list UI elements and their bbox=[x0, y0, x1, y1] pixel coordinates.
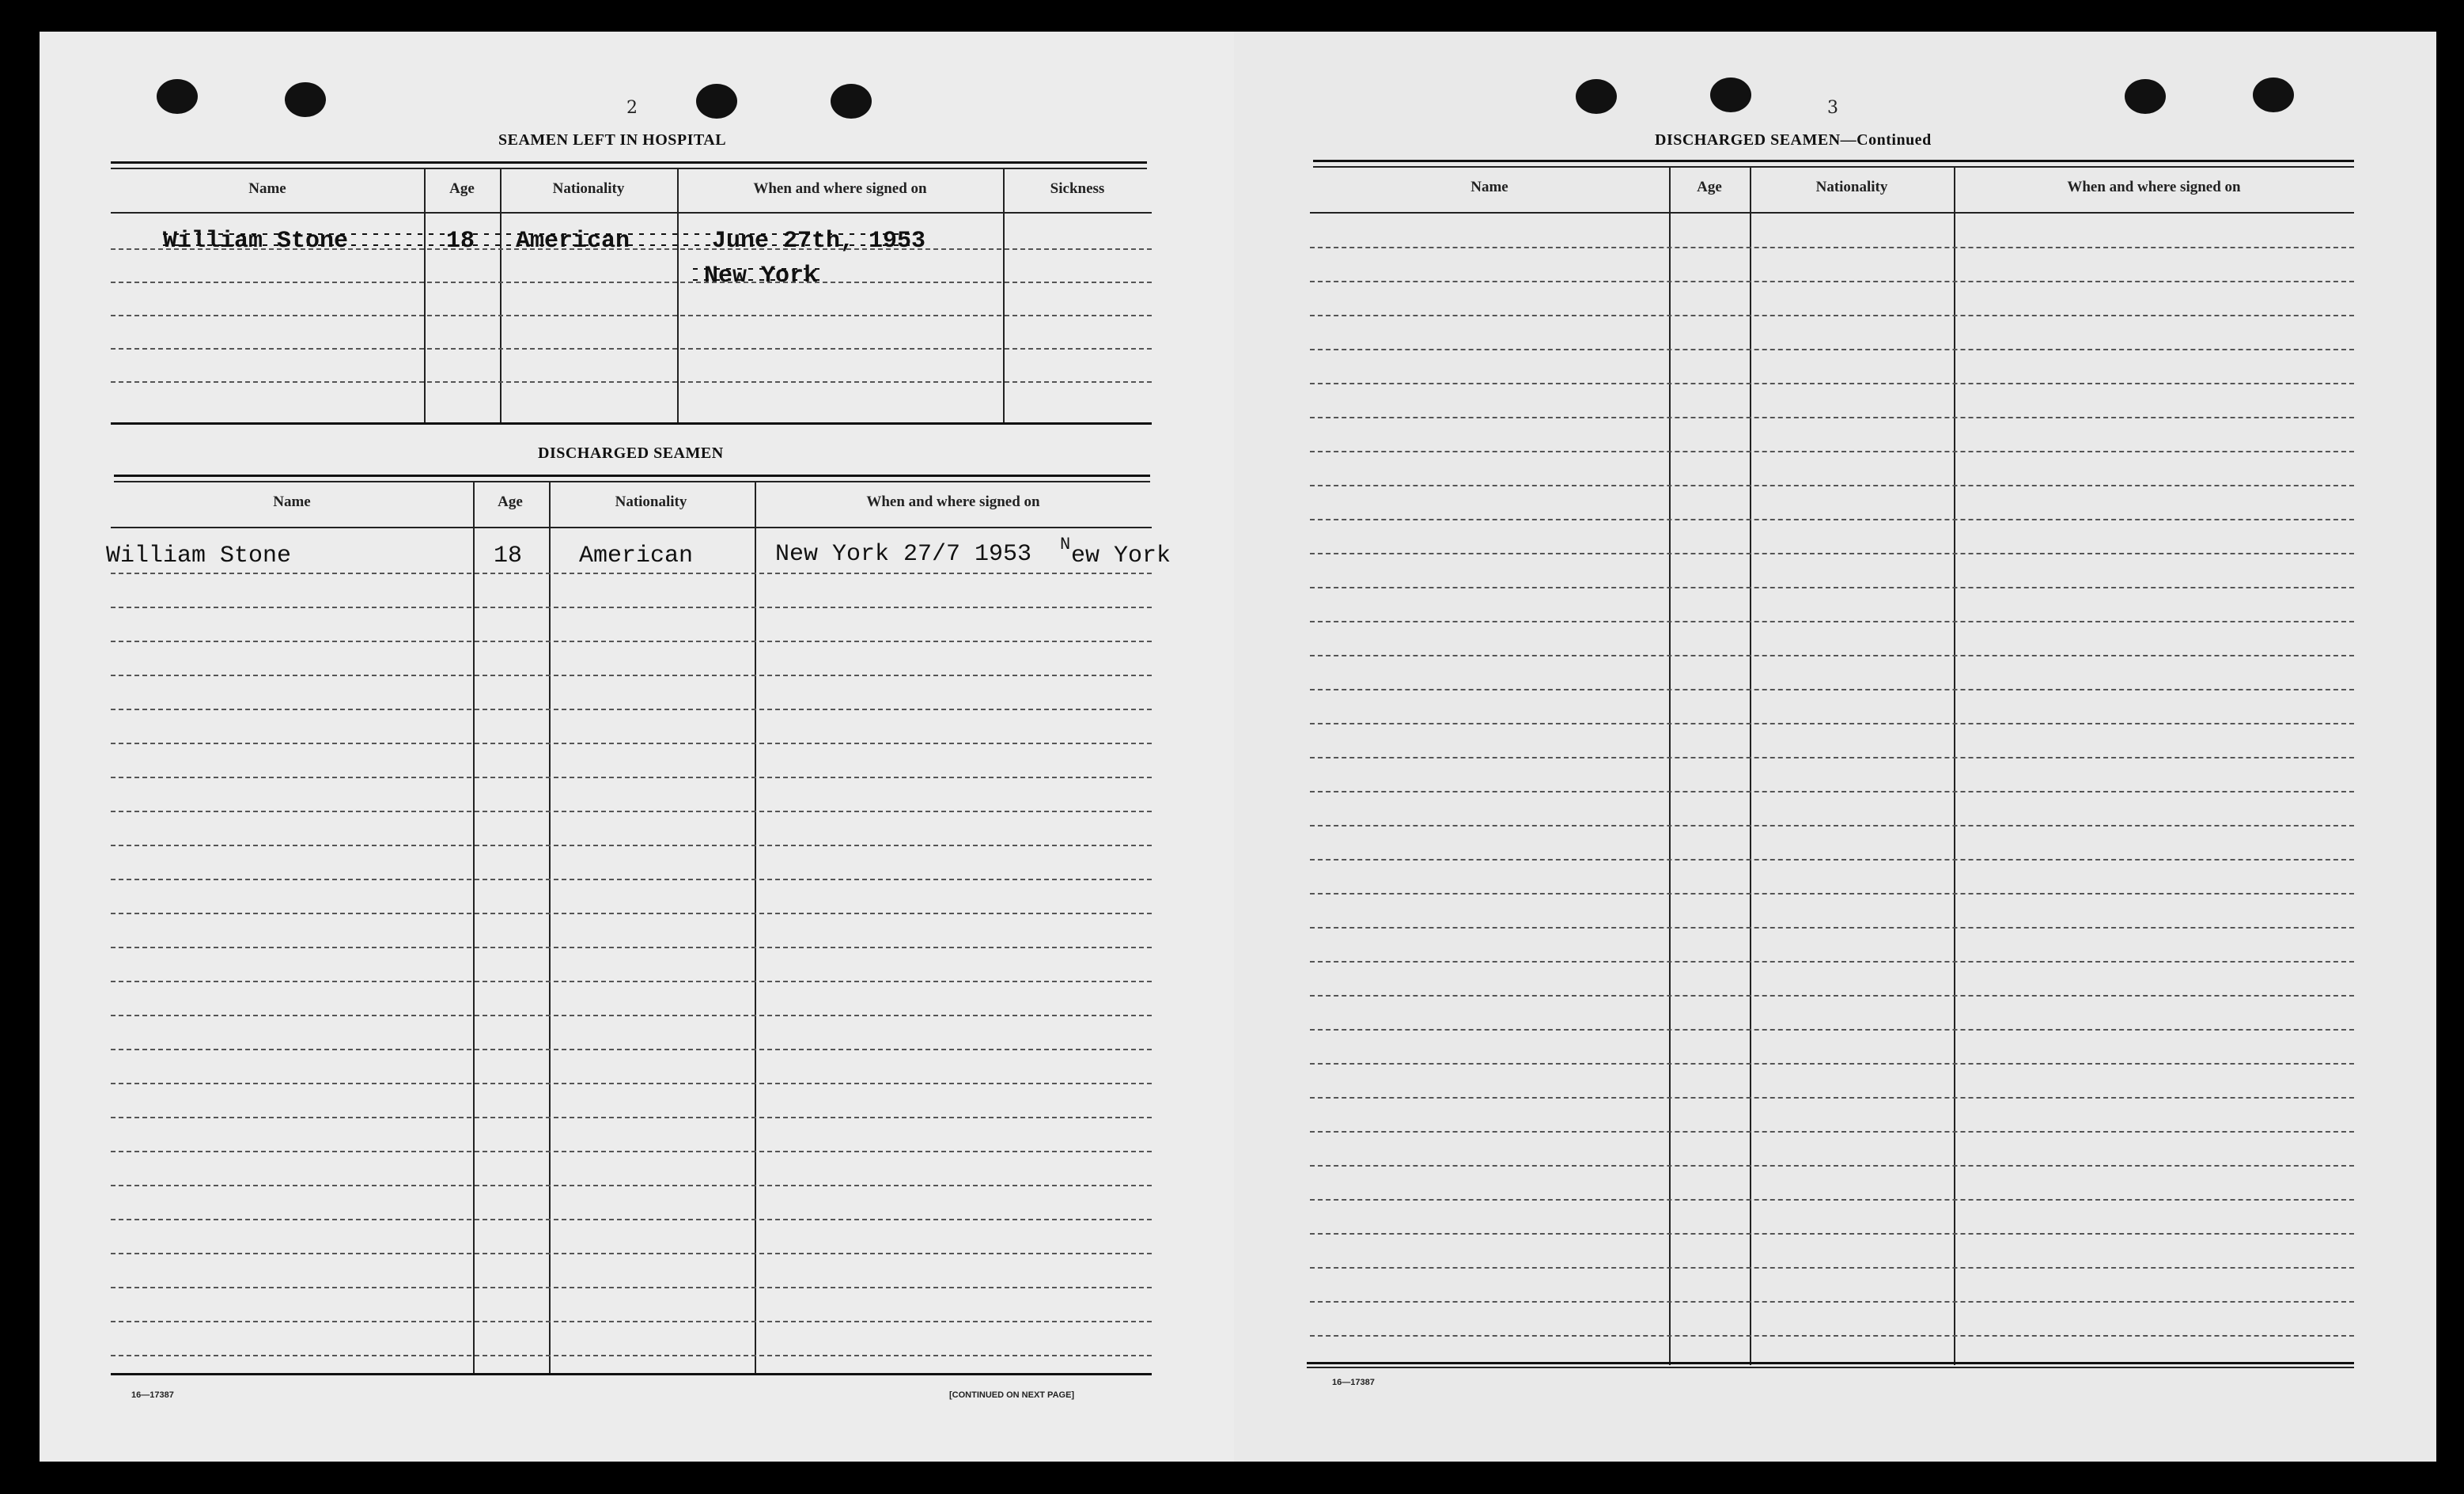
table-rule bbox=[1307, 1367, 2354, 1368]
entry-line bbox=[111, 1083, 1152, 1084]
discharged-header-nationality: Nationality bbox=[615, 494, 687, 510]
column-rule bbox=[1954, 166, 1955, 1365]
hospital-header-name: Name bbox=[248, 180, 286, 197]
discharged-entry-nationality: American bbox=[579, 543, 694, 569]
entry-line bbox=[111, 1117, 1152, 1118]
entry-line bbox=[111, 777, 1152, 778]
entry-line bbox=[111, 282, 1152, 283]
continued-suffix: —Continued bbox=[1840, 131, 1932, 149]
entry-line bbox=[111, 879, 1152, 880]
entry-line bbox=[1310, 417, 2354, 418]
discharged-continued-title-text: DISCHARGED SEAMEN bbox=[1655, 131, 1841, 149]
entry-line bbox=[111, 1185, 1152, 1186]
discharged-entry-place-initial: N bbox=[1060, 535, 1071, 554]
entry-line bbox=[1310, 1131, 2354, 1133]
entry-line bbox=[111, 348, 1152, 350]
entry-line bbox=[111, 381, 1152, 383]
discharged-entry-signed-on: New York 27/7 1953 bbox=[775, 541, 1032, 568]
table-rule bbox=[1313, 166, 2354, 168]
hospital-entry-name: William Stone bbox=[163, 228, 349, 255]
table-rule bbox=[111, 161, 1147, 164]
continued-header-name: Name bbox=[1470, 179, 1508, 195]
continued-header-nationality: Nationality bbox=[1815, 179, 1888, 195]
form-number-right: 16—17387 bbox=[1332, 1378, 1375, 1387]
punch-hole bbox=[285, 82, 326, 117]
entry-line bbox=[111, 845, 1152, 846]
entry-line bbox=[1310, 451, 2354, 452]
discharged-entry-place: ew York bbox=[1071, 543, 1171, 569]
column-rule bbox=[1750, 166, 1751, 1365]
entry-line bbox=[1310, 1233, 2354, 1235]
punch-hole bbox=[2253, 78, 2294, 112]
entry-line bbox=[1310, 247, 2354, 248]
column-rule bbox=[473, 481, 475, 1375]
entry-line bbox=[111, 1151, 1152, 1152]
entry-line bbox=[1310, 383, 2354, 384]
table-rule bbox=[111, 1373, 1152, 1375]
punch-hole bbox=[157, 79, 198, 114]
table-rule bbox=[114, 481, 1150, 482]
entry-line bbox=[1310, 1063, 2354, 1065]
table-rule bbox=[114, 475, 1150, 477]
table-rule bbox=[1307, 1362, 2354, 1364]
continued-header-age: Age bbox=[1697, 179, 1722, 195]
hospital-entry-date: June 27th, 1953 bbox=[712, 228, 926, 255]
entry-line bbox=[1310, 1267, 2354, 1269]
entry-line bbox=[1310, 961, 2354, 963]
entry-line bbox=[111, 1219, 1152, 1220]
entry-line bbox=[1310, 621, 2354, 622]
entry-line bbox=[111, 1321, 1152, 1322]
table-rule bbox=[111, 422, 1152, 425]
punch-hole bbox=[696, 84, 737, 119]
column-rule bbox=[677, 168, 679, 422]
discharged-entry-name: William Stone bbox=[106, 543, 292, 569]
form-number-left: 16—17387 bbox=[131, 1390, 174, 1400]
entry-line bbox=[1310, 1301, 2354, 1303]
table-rule bbox=[111, 527, 1152, 528]
punch-hole bbox=[2125, 79, 2166, 114]
entry-line bbox=[1310, 689, 2354, 690]
column-rule bbox=[424, 168, 426, 422]
entry-line bbox=[1310, 349, 2354, 350]
entry-line bbox=[1310, 723, 2354, 724]
entry-line bbox=[111, 709, 1152, 710]
continued-header-signed-on: When and where signed on bbox=[2067, 179, 2241, 195]
entry-line bbox=[1310, 995, 2354, 997]
entry-line bbox=[1310, 825, 2354, 826]
entry-line bbox=[111, 1015, 1152, 1016]
entry-line bbox=[1310, 1029, 2354, 1031]
entry-line bbox=[1310, 1165, 2354, 1167]
table-rule bbox=[1310, 212, 2354, 214]
punch-hole bbox=[1710, 78, 1751, 112]
column-rule bbox=[500, 168, 502, 422]
entry-line bbox=[1310, 485, 2354, 486]
column-rule bbox=[1669, 166, 1671, 1365]
hospital-header-age: Age bbox=[449, 180, 475, 197]
entry-line bbox=[1310, 757, 2354, 758]
entry-line bbox=[1310, 859, 2354, 860]
discharged-header-signed-on: When and where signed on bbox=[866, 494, 1040, 510]
entry-line bbox=[111, 981, 1152, 982]
punch-hole bbox=[831, 84, 872, 119]
table-rule bbox=[1313, 160, 2354, 162]
hospital-header-signed-on: When and where signed on bbox=[753, 180, 927, 197]
continued-note: [CONTINUED ON NEXT PAGE] bbox=[949, 1390, 1075, 1400]
hospital-header-nationality: Nationality bbox=[552, 180, 625, 197]
entry-line bbox=[111, 1355, 1152, 1356]
entry-line bbox=[1310, 1097, 2354, 1099]
punch-hole bbox=[1576, 79, 1617, 114]
entry-line bbox=[111, 947, 1152, 948]
entry-line bbox=[111, 1253, 1152, 1254]
column-rule bbox=[1003, 168, 1005, 422]
entry-line bbox=[111, 743, 1152, 744]
entry-line bbox=[111, 1049, 1152, 1050]
entry-line bbox=[111, 607, 1152, 608]
hospital-entry-place: New York bbox=[704, 263, 819, 289]
page-number-left: 2 bbox=[626, 98, 638, 118]
entry-line bbox=[1310, 519, 2354, 520]
hospital-section-title: SEAMEN LEFT IN HOSPITAL bbox=[498, 131, 727, 149]
entry-line bbox=[111, 675, 1152, 676]
entry-line bbox=[1310, 553, 2354, 554]
entry-line bbox=[111, 811, 1152, 812]
column-rule bbox=[755, 481, 756, 1375]
hospital-header-sickness: Sickness bbox=[1050, 180, 1105, 197]
entry-line bbox=[1310, 655, 2354, 656]
entry-line bbox=[1310, 791, 2354, 792]
entry-line bbox=[1310, 927, 2354, 929]
table-rule bbox=[111, 212, 1152, 214]
hospital-entry-age: 18 bbox=[446, 228, 475, 255]
page-number-right: 3 bbox=[1827, 98, 1838, 118]
discharged-continued-title bbox=[1655, 131, 1932, 149]
entry-line bbox=[111, 573, 1152, 574]
entry-line bbox=[1310, 1335, 2354, 1337]
entry-line bbox=[111, 913, 1152, 914]
entry-line bbox=[111, 1287, 1152, 1288]
discharged-header-name: Name bbox=[273, 494, 311, 510]
discharged-entry-age: 18 bbox=[494, 543, 523, 569]
entry-line bbox=[1310, 893, 2354, 895]
entry-line bbox=[111, 315, 1152, 316]
entry-line bbox=[1310, 315, 2354, 316]
entry-line bbox=[111, 641, 1152, 642]
table-rule bbox=[111, 168, 1147, 169]
entry-line bbox=[1310, 281, 2354, 282]
entry-line bbox=[1310, 587, 2354, 588]
discharged-section-title: DISCHARGED SEAMEN bbox=[538, 444, 724, 462]
column-rule bbox=[549, 481, 551, 1375]
hospital-entry-nationality: American bbox=[516, 228, 630, 255]
discharged-header-age: Age bbox=[498, 494, 523, 510]
entry-line bbox=[1310, 1199, 2354, 1201]
